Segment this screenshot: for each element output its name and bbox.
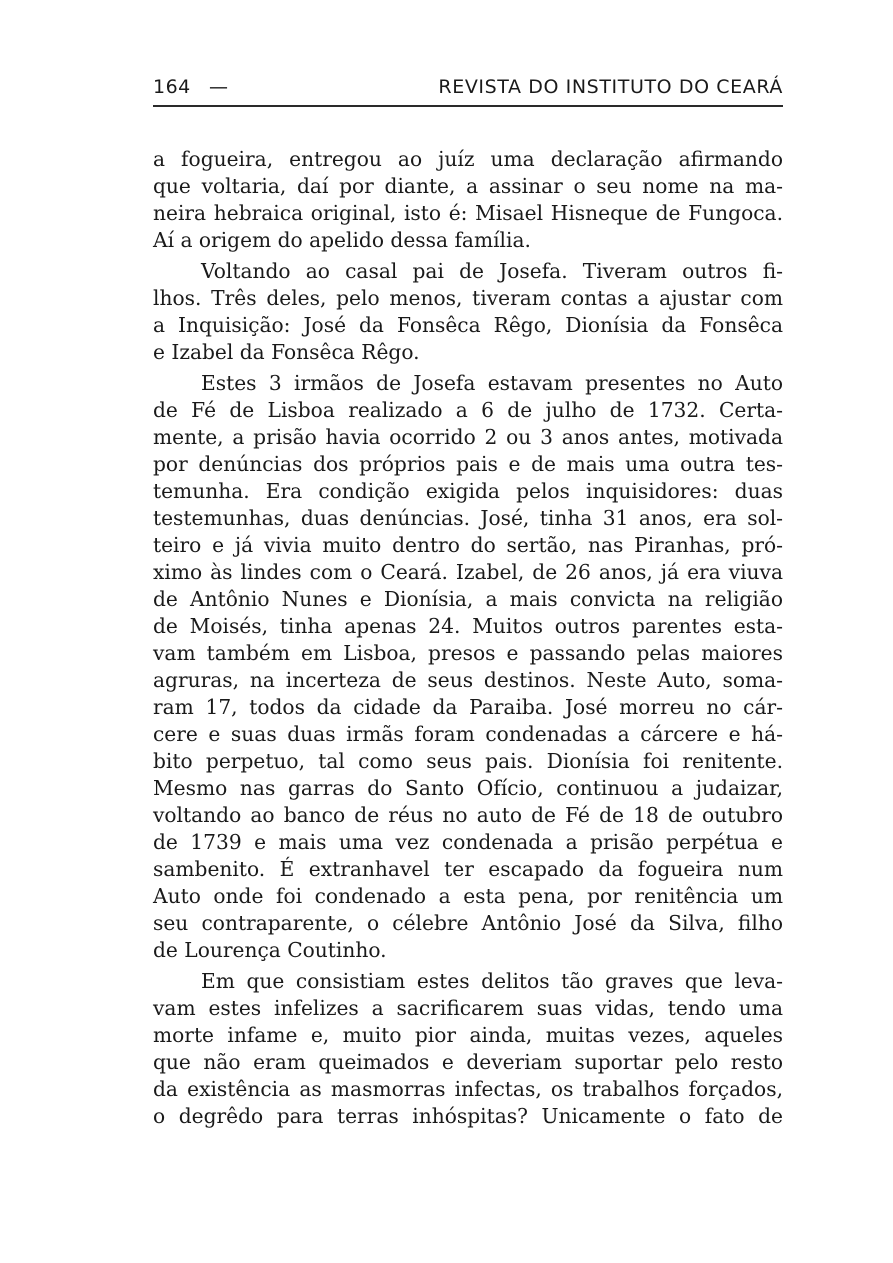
text-line: de 1739 e mais uma vez condenada a prisão perpétua e (153, 830, 783, 854)
text-line: Voltando ao casal pai de Josefa. Tiveram outros fi- (201, 259, 783, 283)
text-line: por denúncias dos próprios pais e de mais uma outra tes- (153, 452, 783, 476)
text-line: de Fé de Lisboa realizado a 6 de julho de 1732. Certa- (153, 398, 783, 422)
text-line: que não eram queimados e deveriam suportar pelo resto (153, 1050, 783, 1074)
header-rule (153, 105, 783, 107)
text-line: morte infame e, muito pior ainda, muitas vezes, aqueles (153, 1023, 783, 1047)
text-line: Mesmo nas garras do Santo Ofício, continuou a judaizar, (153, 776, 783, 800)
text-line: mente, a prisão havia ocorrido 2 ou 3 anos antes, motivada (153, 425, 783, 449)
text-line: agruras, na incerteza de seus destinos. Neste Auto, soma- (153, 668, 783, 692)
text-line: da existência as masmorras infectas, os trabalhos forçados, (153, 1077, 783, 1101)
body-text (153, 146, 783, 1130)
text-line: de Antônio Nunes e Dionísia, a mais convicta na religião (153, 587, 783, 611)
text-line: vam estes infelizes a sacrificarem suas vidas, tendo uma (153, 996, 783, 1020)
text-line: seu contraparente, o célebre Antônio José da Silva, filho (153, 911, 783, 935)
text-line: sambenito. É extranhavel ter escapado da fogueira num (153, 857, 783, 881)
text-line: Auto onde foi condenado a esta pena, por renitência um (153, 884, 783, 908)
text-line: cere e suas duas irmãs foram condenadas a cárcere e há- (153, 722, 783, 746)
text-line: Estes 3 irmãos de Josefa estavam presentes no Auto (201, 371, 783, 395)
text-line: que voltaria, daí por diante, a assinar o seu nome na ma- (153, 174, 783, 198)
text-line: neira hebraica original, isto é: Misael Hisneque de Fungoca. (153, 201, 783, 225)
text-line: Em que consistiam estes delitos tão graves que leva- (201, 969, 783, 993)
text-line: ram 17, todos da cidade da Paraiba. José morreu no cár- (153, 695, 783, 719)
page-header (153, 76, 783, 104)
text-line: ximo às lindes com o Ceará. Izabel, de 26 anos, já era viuva (153, 560, 783, 584)
paragraph (153, 968, 783, 1130)
text-line: voltando ao banco de réus no auto de Fé de 18 de outubro (153, 803, 783, 827)
running-title: REVISTA DO INSTITUTO DO CEARÁ (438, 76, 783, 98)
page-number: 164 (153, 76, 191, 98)
header-dash: — (209, 76, 229, 98)
text-line: lhos. Três deles, pelo menos, tiveram contas a ajustar com (153, 286, 783, 310)
text-line: testemunhas, duas denúncias. José, tinha 31 anos, era sol- (153, 506, 783, 530)
paragraph (153, 146, 783, 254)
text-line: de Moisés, tinha apenas 24. Muitos outros parentes esta- (153, 614, 783, 638)
paragraph (153, 258, 783, 366)
text-line: a fogueira, entregou ao juíz uma declaração afirmando (153, 147, 783, 171)
text-line: teiro e já vivia muito dentro do sertão, nas Piranhas, pró- (153, 533, 783, 557)
text-line: temunha. Era condição exigida pelos inquisidores: duas (153, 479, 783, 503)
text-line: e Izabel da Fonsêca Rêgo. (153, 340, 420, 364)
text-line: o degrêdo para terras inhóspitas? Unicamente o fato de (153, 1104, 783, 1128)
paragraph (153, 370, 783, 964)
text-line: Aí a origem do apelido dessa família. (153, 228, 531, 252)
text-line: a Inquisição: José da Fonsêca Rêgo, Dionísia da Fonsêca (153, 313, 783, 337)
text-line: bito perpetuo, tal como seus pais. Dionísia foi renitente. (153, 749, 783, 773)
text-line: de Lourença Coutinho. (153, 938, 387, 962)
text-line: vam também em Lisboa, presos e passando pelas maiores (153, 641, 783, 665)
